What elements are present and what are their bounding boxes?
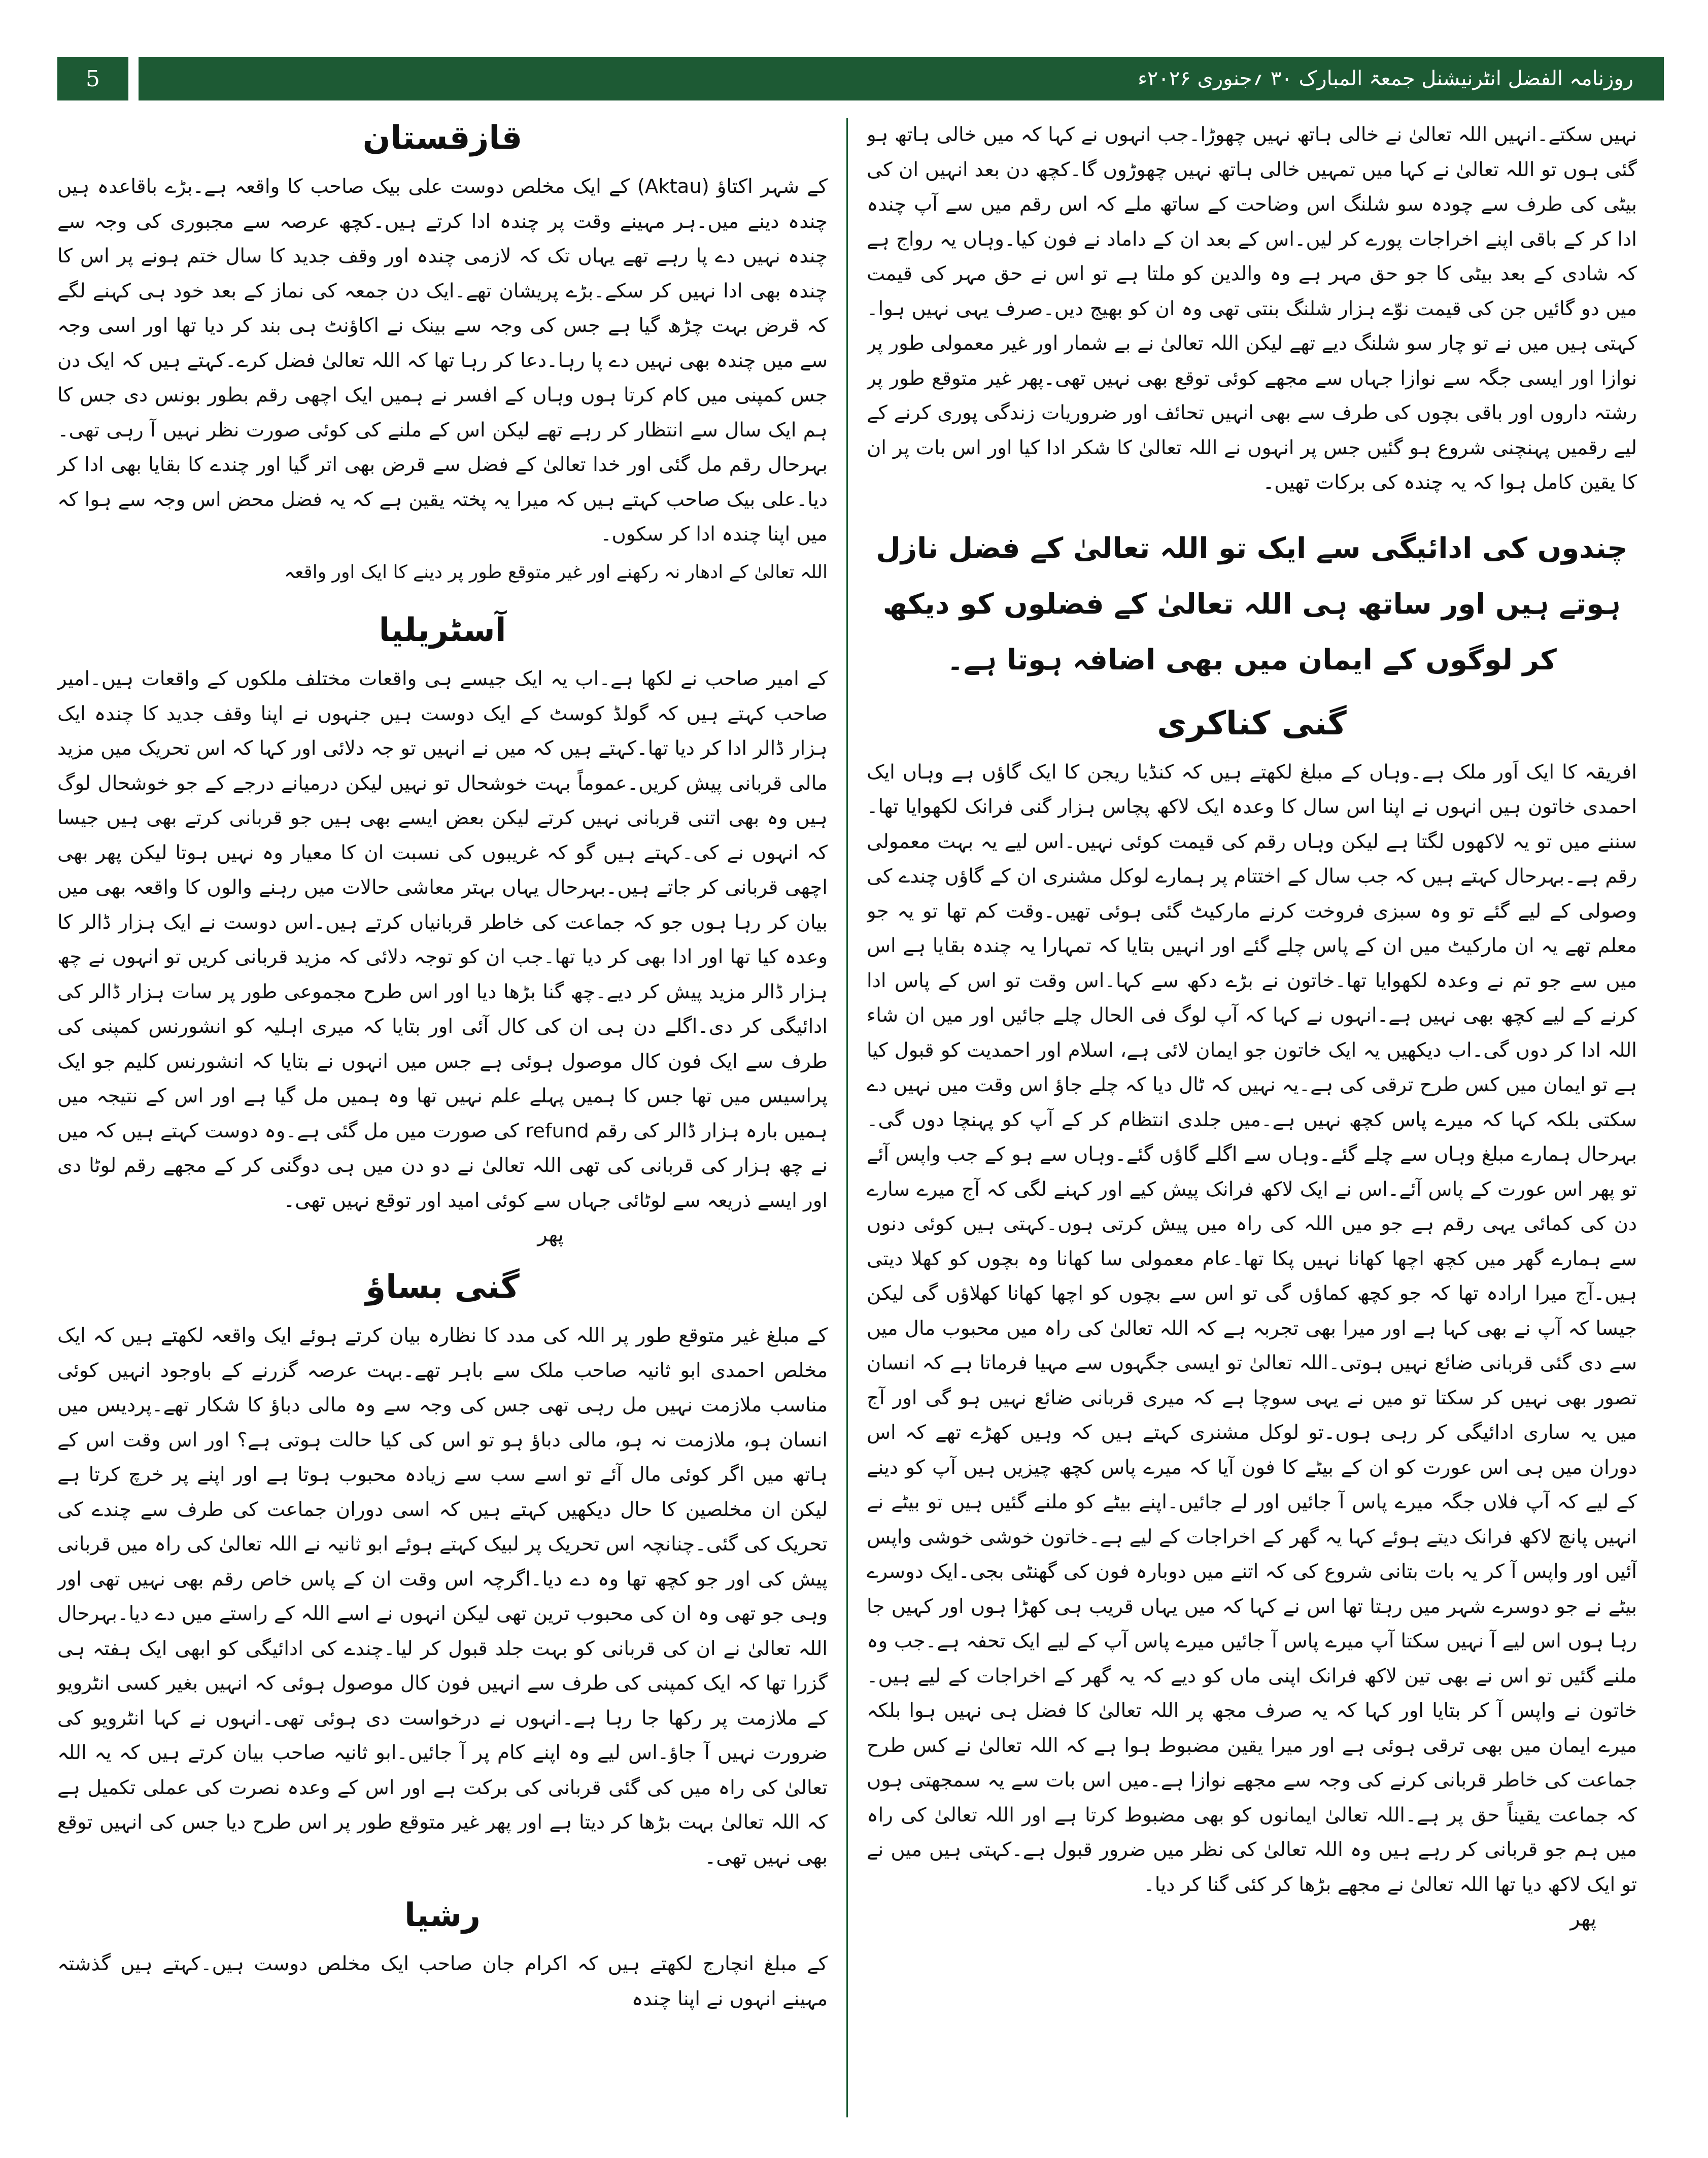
continued-marker: پھر	[1570, 1907, 1596, 1931]
column-divider	[846, 118, 848, 2117]
page-header	[57, 57, 1664, 100]
guinea-conakry-paragraph: افریقہ کا ایک اَور ملک ہے۔وہاں کے مبلغ لکھتے ہیں کہ کنڈیا ریجن کا ایک گاؤں ہے وہاں ایک احمدی خاتون ہیں انہوں نے اپنا اس سال کا وعدہ ایک لاکھ پچاس ہزار گنی فرانک لکھوایا تھا۔سننے میں تو یہ لاکھوں لگتا ہے لیکن وہاں رقم کی قیمت کوئی نہیں۔اس لیے یہ بہت معمولی رقم ہے۔بہرحال کہتے ہیں کہ جب سال کے اختتام پر ہمارے لوکل مشنری ان کے گاؤں چندے کی وصولی کے لیے گئے تو وہ سبزی فروخت کرنے مارکیٹ گئی ہوئی تھیں۔وقت کم تھا تو یہ جو معلم تھے یہ ان مارکیٹ میں ان کے پاس چلے گئے اور انہیں بتایا کہ تمہارا یہ چندہ بقایا ہے اس میں سے جو تم نے وعدہ لکھوایا تھا۔خاتون نے بڑے دکھ سے کہا۔اس وقت تو اس کے پاس ادا کرنے کے لیے کچھ بھی نہیں ہے۔انہوں نے کہا کہ آپ لوگ فی الحال چلے جائیں اور میں ان شاء اللہ ادا کر دوں گی۔اب دیکھیں یہ ایک خاتون جو ایمان لائی ہے، اسلام اور احمدیت کو قبول کیا ہے تو ایمان میں کس طرح ترقی کی ہے۔یہ نہیں کہ ٹال دیا کہ چلے جاؤ اس وقت میں نہیں دے سکتی بلکہ کہا کہ میرے پاس کچھ نہیں ہے۔میں جلدی انتظام کر کے آپ کو پہنچا دوں گی۔بہرحال ہمارے مبلغ وہاں سے چلے گئے۔وہاں سے اگلے گاؤں گئے۔وہاں سے ہو کے جب واپس آئے تو پھر اس عورت کے پاس آئے۔اس نے ایک لاکھ فرانک پیش کیے اور کہنے لگی کہ آج میرے سارے دن کی کمائی یہی رقم ہے جو میں اللہ کی راہ میں پیش کرتی ہوں۔کہتی ہیں کوئی دنوں سے ہمارے گھر میں کچھ اچھا کھانا نہیں پکا تھا۔عام معمولی سا کھانا وہ بچوں کو کھلا دیتی ہیں۔آج میرا ارادہ تھا کہ جو کچھ کماؤں گی تو اس سے بچوں کو اچھا کھانا کھلاؤں گی لیکن جیسا کہ آپ نے بھی کہا ہے اور میرا بھی تجربہ ہے کہ اللہ تعالیٰ کی راہ میں محبوب مال میں سے دی گئی قربانی ضائع نہیں ہوتی۔اللہ تعالیٰ تو ایسی جگہوں سے مہیا فرماتا ہے کہ انسان تصور بھی نہیں کر سکتا تو میں نے یہی سوچا ہے کہ میری قربانی ضائع نہیں ہو گی اور آج میں یہ ساری ادائیگی کر رہی ہوں۔تو لوکل مشنری کہتے ہیں کہ وہیں کھڑے تھے کہ اس دوران میں ہی اس عورت کو ان کے بیٹے کا فون آیا کہ میرے پاس کچھ چیزیں ہیں آپ کو دینے کے لیے کہ آپ فلاں جگہ میرے پاس آ جائیں اور لے جائیں۔اپنے بیٹے کو ملنے گئیں ہیں تو بیٹے نے انہیں پانچ لاکھ فرانک دیتے ہوئے کہا یہ گھر کے اخراجات کے لیے ہے۔خاتون خوشی خوشی واپس آئیں اور واپس آ کر یہ بات بتانی شروع کی کہ اتنے میں دوبارہ فون کی گھنٹی بجی۔ایک دوسرے بیٹے نے جو دوسرے شہر میں رہتا تھا اس نے کہا کہ میں یہاں قریب ہی کھڑا ہوں اور کہیں جا رہا ہوں اس لیے آ نہیں سکتا آپ میرے پاس آ جائیں میرے پاس آپ کے لیے ایک تحفہ ہے۔جب وہ ملنے گئیں تو اس نے بھی تین لاکھ فرانک اپنی ماں کو دیے کہ یہ گھر کے اخراجات کے لیے ہیں۔خاتون نے واپس آ کر بتایا اور کہا کہ یہ صرف مجھ پر اللہ تعالیٰ کا فضل ہی نہیں ہوا بلکہ میرے ایمان میں بھی ترقی ہوئی ہے اور میرا یقین مضبوط ہوا ہے کہ اللہ تعالیٰ نے کس طرح جماعت کی خاطر قربانی کرنے کی وجہ سے مجھے نوازا ہے۔میں اس بات سے یہ سمجھتی ہوں کہ جماعت یقیناً حق پر ہے۔اللہ تعالیٰ ایمانوں کو بھی مضبوط کرتا ہے اور اللہ تعالیٰ کی راہ میں ہم جو قربانی کر رہے ہیں وہ اللہ تعالیٰ کی نظر میں ضرور قبول ہے۔کہتی ہیں میں نے تو ایک لاکھ دیا تھا اللہ تعالیٰ نے مجھے بڑھا کر کئی گنا کر دیا۔	[867, 760, 1637, 1896]
section-heading-guinea-conakry: گنی کناکری	[1157, 704, 1347, 743]
right-column	[867, 118, 1637, 2117]
header-band	[139, 57, 1664, 100]
section-heading-guinea-bissau: گنی بساؤ	[365, 1268, 520, 1306]
guinea-bissau-paragraph: کے مبلغ غیر متوقع طور پر اللہ کی مدد کا نظارہ بیان کرتے ہوئے ایک واقعہ لکھتے ہیں کہ ایک مخلص احمدی ابو ثانیہ صاحب ملک سے باہر تھے۔بہت عرصہ گزرنے کے باوجود انہیں کوئی مناسب ملازمت نہیں مل رہی تھی جس کی وجہ سے وہ مالی دباؤ کا شکار تھے۔پردیس میں انسان ہو، ملازمت نہ ہو، مالی دباؤ ہو تو اس کی کیا حالت ہوتی ہے؟ اور اس وقت اس کے ہاتھ میں اگر کوئی مال آئے تو اسے سب سے زیادہ محبوب ہوتا ہے اور اپنے پر خرچ کرتا ہے لیکن ان مخلصین کا حال دیکھیں کہتے ہیں کہ اسی دوران جماعت کی طرف سے چندے کی تحریک کی گئی۔چنانچہ اس تحریک پر لبیک کہتے ہوئے ابو ثانیہ نے اللہ تعالیٰ کی راہ میں قربانی پیش کی اور جو کچھ تھا وہ دے دیا۔اگرچہ اس وقت ان کے پاس خاص رقم بھی نہیں تھی اور وہی جو تھی وہ ان کی محبوب ترین تھی لیکن انہوں نے اسے اللہ کے راستے میں دے دیا۔بہرحال اللہ تعالیٰ نے ان کی قربانی کو بہت جلد قبول کر لیا۔چندے کی ادائیگی کو ابھی ایک ہفتہ ہی گزرا تھا کہ ایک کمپنی کی طرف سے انہیں فون کال موصول ہوئی کہ انہیں بغیر کسی انٹرویو کے ملازمت پر رکھا جا رہا ہے۔انہوں نے درخواست دی ہوئی تھی۔انہوں نے کہا انٹرویو کی ضرورت نہیں آ جاؤ۔اس لیے وہ اپنے کام پر آ جائیں۔ابو ثانیہ صاحب بیان کرتے ہیں کہ یہ اللہ تعالیٰ کی راہ میں کی گئی قربانی کی برکت ہے اور اس کے وعدہ نصرت کی عملی تکمیل ہے کہ اللہ تعالیٰ بہت بڑھا کر دیتا ہے اور پھر غیر متوقع طور پر اس طرح دیا جس کی انہیں توقع بھی نہیں تھی۔	[57, 1324, 828, 1869]
kazakhstan-paragraph: کے شہر اکتاؤ (Aktau) کے ایک مخلص دوست علی بیک صاحب کا واقعہ ہے۔بڑے باقاعدہ ہیں چندہ دینے میں۔ہر مہینے وقت پر چندہ ادا کرتے ہیں۔کچھ عرصہ سے مجبوری کی وجہ سے چندہ نہیں دے پا رہے تھے یہاں تک کہ لازمی چندہ اور وقف جدید کا سال ختم ہونے پر اس کا چندہ بھی ادا نہیں کر سکے۔بڑے پریشان تھے۔ایک دن جمعہ کی نماز کے بعد خود ہی کہنے لگے کہ قرض بہت چڑھ گیا ہے جس کی وجہ سے بینک نے اکاؤنٹ ہی بند کر دیا تھا اور اسی وجہ سے میں چندہ بھی نہیں دے پا رہا۔دعا کر رہا تھا کہ اللہ تعالیٰ فضل کرے۔کہتے ہیں کہ ایک دن جس کمپنی میں کام کرتا ہوں وہاں کے افسر نے ہمیں ایک اچھی رقم بطور بونس دی جس کا ہم ایک سال سے انتظار کر رہے تھے لیکن اس کے ملنے کی کوئی صورت نظر نہیں آ رہی تھی۔بہرحال رقم مل گئی اور خدا تعالیٰ کے فضل سے قرض بھی اتر گیا اور چندے کا بقایا بھی ادا کر دیا۔علی بیک صاحب کہتے ہیں کہ میرا یہ پختہ یقین ہے کہ یہ فضل محض اس وجہ سے ہوا کہ میں اپنا چندہ ادا کر سکوں۔	[57, 175, 828, 546]
section-heading-russia: رشیا	[404, 1897, 481, 1934]
left-column	[57, 118, 828, 2117]
intro-paragraph: نہیں سکتے۔انہیں اللہ تعالیٰ نے خالی ہاتھ نہیں چھوڑا۔جب انہوں نے کہا کہ میں خالی ہاتھ ہو گئی ہوں تو اللہ تعالیٰ نے کہا میں تمہیں خالی ہاتھ نہیں چھوڑوں گا۔کچھ دن بعد انہیں ان کی بیٹی کی طرف سے چودہ سو شلنگ اس وضاحت کے ساتھ ملے کہ اس رقم میں سے آپ چندہ ادا کر کے باقی اپنے اخراجات پورے کر لیں۔اس کے بعد ان کے داماد نے فون کیا۔وہاں یہ رواج ہے کہ شادی کے بعد بیٹی کا جو حق مہر ہے وہ والدین کو ملتا ہے تو اس نے حق مہر کی قیمت میں دو گائیں جن کی قیمت نوّے ہزار شلنگ بنتی تھی وہ ان کو بھیج دیں۔صرف یہی نہیں ہوا۔کہتی ہیں میں نے تو چار سو شلنگ دیے تھے لیکن اللہ تعالیٰ نے بے شمار اور غیر معمولی طور پر نوازا اور ایسی جگہ سے نوازا جہاں سے مجھے کوئی توقع بھی نہیں تھی۔پھر غیر متوقع طور پر رشتہ داروں اور باقی بچوں کی طرف سے بھی انہیں تحائف اور ضروریات زندگی پوری کرنے کے لیے رقمیں پہنچنی شروع ہو گئیں جس پر انہوں نے اللہ تعالیٰ کا شکر ادا کیا اور اس بات پر ان کا یقین کامل ہوا کہ یہ چندہ کی برکات تھیں۔	[867, 123, 1637, 494]
russia-paragraph: کے مبلغ انچارج لکھتے ہیں کہ اکرام جان صاحب ایک مخلص دوست ہیں۔کہتے ہیں گذشتہ مہینے انہوں نے اپنا چندہ	[57, 1952, 828, 2010]
pull-quote: چندوں کی ادائیگی سے ایک تو اللہ تعالیٰ کے فضل نازل ہوتے ہیں اور ساتھ ہی اللہ تعالیٰ کے فضلوں کو دیکھ کر لوگوں کے ایمان میں بھی اضافہ ہوتا ہے۔	[876, 531, 1628, 677]
australia-paragraph: کے امیر صاحب نے لکھا ہے۔اب یہ ایک جیسے ہی واقعات مختلف ملکوں کے واقعات ہیں۔امیر صاحب کہتے ہیں کہ گولڈ کوسٹ کے ایک دوست ہیں جنہوں نے اپنا وقف جدید کا چندہ ایک ہزار ڈالر ادا کر دیا تھا۔کہتے ہیں کہ میں نے انہیں تو جہ دلائی اور کہا کہ اس تحریک میں مزید مالی قربانی پیش کریں۔عموماً بہت خوشحال تو نہیں لیکن درمیانے درجے کے جو خوشحال لوگ ہیں وہ بھی اتنی قربانی نہیں کرتے لیکن بعض ایسے بھی ہیں جو قربانی کرتے بھی ہیں جیسا کہ انہوں نے کی۔کہتے ہیں گو کہ غریبوں کی نسبت ان کا معیار وہ نہیں ہوتا لیکن پھر بھی اچھی قربانی کر جاتے ہیں۔بہرحال یہاں بہتر معاشی حالات میں رہنے والوں کا واقعہ بھی میں بیان کر رہا ہوں جو کہ جماعت کی خاطر قربانیاں کرتے ہیں۔اس دوست نے ایک ہزار ڈالر کا وعدہ کیا تھا اور ادا بھی کر دیا تھا۔جب ان کو توجہ دلائی کہ مزید قربانی کریں تو انہوں نے چھ ہزار ڈالر مزید پیش کر دیے۔چھ گنا بڑھا دیا اور اس طرح مجموعی طور پر سات ہزار ڈالر کی ادائیگی کر دی۔اگلے دن ہی ان کی کال آئی اور بتایا کہ میری اہلیہ کو انشورنس کمپنی کی طرف سے ایک فون کال موصول ہوئی ہے جس میں انہوں نے بتایا کہ انشورنس کلیم جو ایک پراسیس میں تھا جس کا ہمیں پہلے علم نہیں تھا وہ ہمیں مل گیا ہے اور اس کے نتیجہ میں ہمیں بارہ ہزار ڈالر کی رقم refund کی صورت میں مل گئی ہے۔وہ دوست کہتے ہیں کہ میں نے چھ ہزار کی قربانی کی تھی اللہ تعالیٰ نے دو دن میں ہی دوگنی کر کے مجھے رقم لوٹا دی اور ایسے ذریعہ سے لوٹائی جہاں سے کوئی امید اور توقع نہیں تھی۔	[57, 667, 828, 1212]
masthead: روزنامہ الفضل انٹرنیشنل جمعۃ المبارک ۳۰ ؍جنوری ۲۰۲۶ء	[1138, 67, 1633, 90]
section-heading-kazakhstan: قازقستان	[362, 119, 523, 157]
continued-marker: پھر	[537, 1223, 564, 1246]
kazakhstan-note: اللہ تعالیٰ کے ادھار نہ رکھنے اور غیر متوقع طور پر دینے کا ایک اور واقعہ	[284, 561, 828, 583]
page-number: 5	[57, 57, 128, 100]
section-heading-australia: آسٹریلیا	[379, 612, 506, 649]
